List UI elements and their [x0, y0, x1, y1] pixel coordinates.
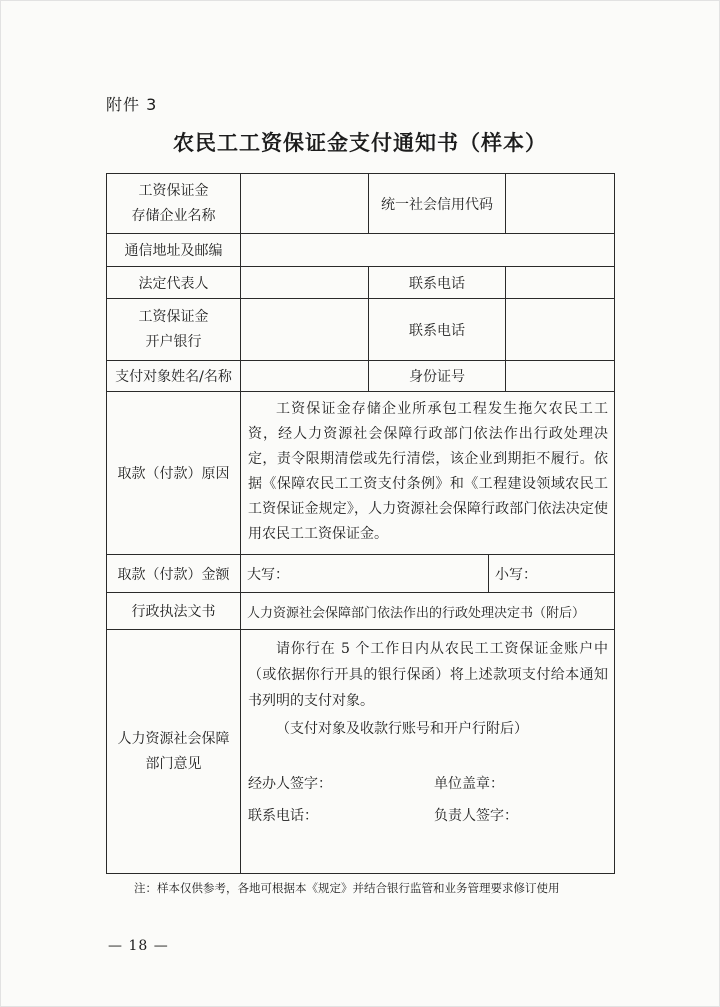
signature-block: [248, 772, 608, 834]
contact-phone[interactable]: 联系电话：: [248, 808, 318, 824]
credit-code-value[interactable]: [506, 174, 615, 234]
payment-notice-form: [106, 173, 615, 874]
page-number: — 18 —: [108, 938, 169, 954]
row-payee: [107, 361, 615, 392]
legal-rep-value[interactable]: [241, 267, 369, 299]
reason-label: 取款（付款）原因: [107, 392, 241, 555]
bank-phone-label: 联系电话: [369, 299, 506, 361]
credit-code-label: 统一社会信用代码: [369, 174, 506, 234]
row-legal-rep: [107, 267, 615, 299]
attachment-label: 附件 3: [106, 95, 158, 114]
address-value[interactable]: [241, 234, 615, 267]
row-opinion: [107, 630, 615, 874]
amount-lower[interactable]: 小写：: [489, 555, 615, 593]
payee-name-label: 支付对象姓名/名称: [107, 361, 241, 392]
amount-upper[interactable]: 大写：: [241, 555, 489, 593]
bank-value[interactable]: [241, 299, 369, 361]
row-amount: [107, 555, 615, 593]
row-reason: [107, 392, 615, 555]
legal-rep-phone-value[interactable]: [506, 267, 615, 299]
depositor-name-value[interactable]: [241, 174, 369, 234]
opinion-text: 请你行在 5 个工作日内从农民工工资保证金账户中（或依据你行开具的银行保函）将上述款项支付给本通知书列明的支付对象。: [248, 641, 608, 709]
leader-signature[interactable]: 负责人签字：: [434, 808, 518, 824]
footnote: 注：样本仅供参考，各地可根据本《规定》并结合银行监管和业务管理要求修订使用: [134, 881, 560, 895]
row-depositor: [107, 174, 615, 234]
bank-label: 工资保证金 开户银行: [107, 299, 241, 361]
id-number-value[interactable]: [506, 361, 615, 392]
row-address: [107, 234, 615, 267]
legal-rep-phone-label: 联系电话: [369, 267, 506, 299]
legal-rep-label: 法定代表人: [107, 267, 241, 299]
enforcement-label: 行政执法文书: [107, 593, 241, 630]
amount-label: 取款（付款）金额: [107, 555, 241, 593]
opinion-subtext: （支付对象及收款行账号和开户行附后）: [276, 721, 528, 737]
bank-phone-value[interactable]: [506, 299, 615, 361]
depositor-name-label: 工资保证金 存储企业名称: [107, 174, 241, 234]
opinion-label: 人力资源社会保障 部门意见: [107, 630, 241, 874]
reason-text: 工资保证金存储企业所承包工程发生拖欠农民工工资，经人力资源社会保障行政部门依法作出行政处理决定，责令限期清偿或先行清偿，该企业到期拒不履行。依据《保障农民工工资支付条例》和《工程建设领域农民工工资保证金规定》，人力资源社会保障行政部门依法决定使用农民工工资保证金。: [248, 401, 608, 542]
row-bank: [107, 299, 615, 361]
unit-seal[interactable]: 单位盖章：: [434, 776, 504, 792]
id-number-label: 身份证号: [369, 361, 506, 392]
payee-name-value[interactable]: [241, 361, 369, 392]
document-title: 农民工工资保证金支付通知书（样本）: [173, 131, 547, 155]
address-label: 通信地址及邮编: [107, 234, 241, 267]
handler-signature[interactable]: 经办人签字：: [248, 776, 332, 792]
row-enforcement: [107, 593, 615, 630]
enforcement-value: 人力资源社会保障部门依法作出的行政处理决定书（附后）: [241, 593, 615, 630]
